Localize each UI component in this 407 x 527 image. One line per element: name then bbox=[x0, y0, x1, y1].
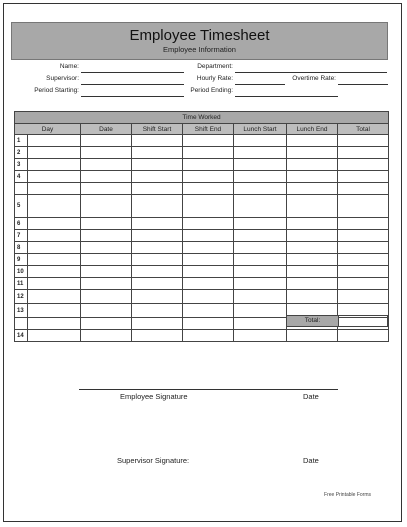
employee-signature-line[interactable] bbox=[79, 389, 338, 390]
period-ending-line bbox=[235, 96, 338, 97]
total-label: Total: bbox=[286, 315, 339, 327]
shift-end-cell[interactable] bbox=[183, 266, 234, 278]
col-lunch-end: Lunch End bbox=[287, 124, 338, 135]
table-row bbox=[15, 290, 389, 304]
date-cell[interactable] bbox=[81, 290, 132, 304]
shift-start-cell[interactable] bbox=[132, 304, 183, 318]
row-number bbox=[15, 318, 28, 330]
date-cell[interactable] bbox=[81, 242, 132, 254]
col-total: Total bbox=[338, 124, 389, 135]
lunch-end-cell[interactable] bbox=[287, 278, 338, 290]
total-cell[interactable] bbox=[338, 290, 389, 304]
total-cell[interactable] bbox=[338, 254, 389, 266]
shift-end-cell[interactable] bbox=[183, 218, 234, 230]
row-number: 10 bbox=[15, 266, 28, 278]
day-cell[interactable] bbox=[28, 159, 81, 171]
table-row bbox=[15, 330, 389, 342]
lunch-end-cell[interactable] bbox=[287, 183, 338, 195]
day-cell[interactable] bbox=[28, 242, 81, 254]
shift-start-cell[interactable] bbox=[132, 135, 183, 147]
col-shift-start: Shift Start bbox=[132, 124, 183, 135]
lunch-start-cell[interactable] bbox=[234, 290, 287, 304]
table-row bbox=[15, 242, 389, 254]
row-number: 9 bbox=[15, 254, 28, 266]
lunch-end-cell[interactable] bbox=[287, 159, 338, 171]
total-cell[interactable] bbox=[338, 159, 389, 171]
supervisor-label: Supervisor: bbox=[46, 75, 79, 82]
time-worked-table bbox=[14, 111, 389, 342]
department-label: Department: bbox=[197, 63, 233, 70]
name-field[interactable] bbox=[59, 63, 184, 73]
shift-end-cell[interactable] bbox=[183, 318, 234, 330]
shift-start-cell[interactable] bbox=[132, 318, 183, 330]
day-cell[interactable] bbox=[28, 266, 81, 278]
lunch-start-cell[interactable] bbox=[234, 195, 287, 218]
date-cell[interactable] bbox=[81, 195, 132, 218]
day-cell[interactable] bbox=[28, 330, 81, 342]
lunch-start-cell[interactable] bbox=[234, 171, 287, 183]
total-cell[interactable] bbox=[338, 218, 389, 230]
row-number: 14 bbox=[15, 330, 28, 342]
day-cell[interactable] bbox=[28, 318, 81, 330]
name-line bbox=[81, 72, 184, 73]
total-cell[interactable] bbox=[338, 242, 389, 254]
lunch-start-cell[interactable] bbox=[234, 254, 287, 266]
shift-end-cell[interactable] bbox=[183, 171, 234, 183]
lunch-end-cell[interactable] bbox=[287, 254, 338, 266]
shift-start-cell[interactable] bbox=[132, 147, 183, 159]
lunch-end-cell[interactable] bbox=[287, 195, 338, 218]
table-row bbox=[15, 278, 389, 290]
row-number: 6 bbox=[15, 218, 28, 230]
period-starting-field[interactable] bbox=[34, 87, 184, 97]
employee-date-label: Date bbox=[303, 392, 319, 401]
lunch-start-cell[interactable] bbox=[234, 318, 287, 330]
total-cell[interactable] bbox=[338, 278, 389, 290]
day-cell[interactable] bbox=[28, 218, 81, 230]
day-cell[interactable] bbox=[28, 230, 81, 242]
date-cell[interactable] bbox=[81, 318, 132, 330]
total-input[interactable] bbox=[338, 315, 388, 327]
name-label: Name: bbox=[59, 63, 79, 70]
shift-start-cell[interactable] bbox=[132, 330, 183, 342]
shift-end-cell[interactable] bbox=[183, 254, 234, 266]
shift-end-cell[interactable] bbox=[183, 330, 234, 342]
table-row bbox=[15, 266, 389, 278]
day-cell[interactable] bbox=[28, 135, 81, 147]
shift-end-cell[interactable] bbox=[183, 195, 234, 218]
row-number: 13 bbox=[15, 304, 28, 318]
day-cell[interactable] bbox=[28, 254, 81, 266]
row-number: 4 bbox=[15, 171, 28, 183]
lunch-end-cell[interactable] bbox=[287, 171, 338, 183]
lunch-start-cell[interactable] bbox=[234, 230, 287, 242]
date-cell[interactable] bbox=[81, 254, 132, 266]
row-number: 7 bbox=[15, 230, 28, 242]
total-cell[interactable] bbox=[338, 135, 389, 147]
date-cell[interactable] bbox=[81, 147, 132, 159]
shift-end-cell[interactable] bbox=[183, 147, 234, 159]
lunch-start-cell[interactable] bbox=[234, 147, 287, 159]
header-banner bbox=[11, 22, 388, 60]
lunch-start-cell[interactable] bbox=[234, 135, 287, 147]
table-row bbox=[15, 254, 389, 266]
date-cell[interactable] bbox=[81, 278, 132, 290]
shift-end-cell[interactable] bbox=[183, 290, 234, 304]
table-row bbox=[15, 147, 389, 159]
period-ending-field[interactable] bbox=[190, 87, 338, 97]
date-cell[interactable] bbox=[81, 330, 132, 342]
table-row bbox=[15, 135, 389, 147]
date-cell[interactable] bbox=[81, 230, 132, 242]
col-lunch-start: Lunch Start bbox=[234, 124, 287, 135]
shift-start-cell[interactable] bbox=[132, 266, 183, 278]
col-date: Date bbox=[81, 124, 132, 135]
shift-end-cell[interactable] bbox=[183, 278, 234, 290]
footer-credit: Free Printable Forms bbox=[324, 492, 371, 498]
total-cell[interactable] bbox=[338, 147, 389, 159]
lunch-start-cell[interactable] bbox=[234, 159, 287, 171]
overtime-rate-line bbox=[338, 84, 388, 85]
row-number: 2 bbox=[15, 147, 28, 159]
hourly-rate-line bbox=[235, 84, 285, 85]
total-cell[interactable] bbox=[338, 171, 389, 183]
overtime-rate-label: Overtime Rate: bbox=[292, 75, 336, 82]
shift-start-cell[interactable] bbox=[132, 183, 183, 195]
time-worked-band: Time Worked bbox=[15, 112, 389, 124]
date-cell[interactable] bbox=[81, 183, 132, 195]
row-number: 12 bbox=[15, 290, 28, 304]
day-cell[interactable] bbox=[28, 147, 81, 159]
date-cell[interactable] bbox=[81, 218, 132, 230]
shift-start-cell[interactable] bbox=[132, 242, 183, 254]
employee-signature-label: Employee Signature bbox=[120, 392, 188, 401]
shift-end-cell[interactable] bbox=[183, 135, 234, 147]
day-cell[interactable] bbox=[28, 290, 81, 304]
hourly-rate-label: Hourly Rate: bbox=[196, 75, 233, 82]
shift-end-cell[interactable] bbox=[183, 183, 234, 195]
total-cell[interactable] bbox=[338, 195, 389, 218]
date-cell[interactable] bbox=[81, 171, 132, 183]
lunch-start-cell[interactable] bbox=[234, 218, 287, 230]
lunch-end-cell[interactable] bbox=[287, 242, 338, 254]
shift-start-cell[interactable] bbox=[132, 278, 183, 290]
supervisor-field[interactable] bbox=[46, 75, 184, 85]
supervisor-date-label: Date bbox=[303, 456, 319, 465]
day-cell[interactable] bbox=[28, 278, 81, 290]
date-cell[interactable] bbox=[81, 304, 132, 318]
shift-start-cell[interactable] bbox=[132, 230, 183, 242]
department-field[interactable] bbox=[197, 63, 387, 73]
shift-start-cell[interactable] bbox=[132, 290, 183, 304]
shift-start-cell[interactable] bbox=[132, 171, 183, 183]
table-row bbox=[15, 159, 389, 171]
lunch-end-cell[interactable] bbox=[287, 135, 338, 147]
row-number: 8 bbox=[15, 242, 28, 254]
lunch-start-cell[interactable] bbox=[234, 242, 287, 254]
hourly-rate-field[interactable] bbox=[196, 75, 285, 85]
lunch-end-cell[interactable] bbox=[287, 147, 338, 159]
overtime-rate-field[interactable] bbox=[292, 75, 388, 85]
total-cell[interactable] bbox=[338, 266, 389, 278]
department-line bbox=[235, 72, 387, 73]
total-cell[interactable] bbox=[338, 330, 389, 342]
day-cell[interactable] bbox=[28, 195, 81, 218]
shift-start-cell[interactable] bbox=[132, 195, 183, 218]
lunch-start-cell[interactable] bbox=[234, 266, 287, 278]
row-number bbox=[15, 183, 28, 195]
row-number: 5 bbox=[15, 195, 28, 218]
table-row bbox=[15, 230, 389, 242]
date-cell[interactable] bbox=[81, 135, 132, 147]
shift-start-cell[interactable] bbox=[132, 218, 183, 230]
table-row bbox=[15, 171, 389, 183]
total-cell[interactable] bbox=[338, 230, 389, 242]
row-number: 1 bbox=[15, 135, 28, 147]
lunch-start-cell[interactable] bbox=[234, 304, 287, 318]
shift-end-cell[interactable] bbox=[183, 230, 234, 242]
period-ending-label: Period Ending: bbox=[190, 87, 233, 94]
date-cell[interactable] bbox=[81, 266, 132, 278]
lunch-end-cell[interactable] bbox=[287, 290, 338, 304]
section-subtitle: Employee Information bbox=[163, 45, 236, 54]
period-starting-line bbox=[81, 96, 184, 97]
lunch-end-cell[interactable] bbox=[287, 218, 338, 230]
supervisor-signature-label: Supervisor Signature: bbox=[117, 456, 190, 465]
period-starting-label: Period Starting: bbox=[34, 87, 79, 94]
col-day: Day bbox=[15, 124, 81, 135]
shift-end-cell[interactable] bbox=[183, 304, 234, 318]
lunch-end-cell[interactable] bbox=[287, 330, 338, 342]
lunch-start-cell[interactable] bbox=[234, 330, 287, 342]
col-shift-end: Shift End bbox=[183, 124, 234, 135]
total-cell[interactable] bbox=[338, 183, 389, 195]
lunch-start-cell[interactable] bbox=[234, 183, 287, 195]
date-cell[interactable] bbox=[81, 159, 132, 171]
shift-start-cell[interactable] bbox=[132, 159, 183, 171]
day-cell[interactable] bbox=[28, 171, 81, 183]
lunch-end-cell[interactable] bbox=[287, 230, 338, 242]
lunch-end-cell[interactable] bbox=[287, 266, 338, 278]
shift-end-cell[interactable] bbox=[183, 159, 234, 171]
lunch-start-cell[interactable] bbox=[234, 278, 287, 290]
shift-end-cell[interactable] bbox=[183, 242, 234, 254]
table-row bbox=[15, 183, 389, 195]
table-row bbox=[15, 195, 389, 218]
supervisor-line bbox=[81, 84, 184, 85]
shift-start-cell[interactable] bbox=[132, 254, 183, 266]
day-cell[interactable] bbox=[28, 183, 81, 195]
page-title: Employee Timesheet bbox=[129, 27, 270, 44]
row-number: 11 bbox=[15, 278, 28, 290]
table-row bbox=[15, 218, 389, 230]
day-cell[interactable] bbox=[28, 304, 81, 318]
row-number: 3 bbox=[15, 159, 28, 171]
